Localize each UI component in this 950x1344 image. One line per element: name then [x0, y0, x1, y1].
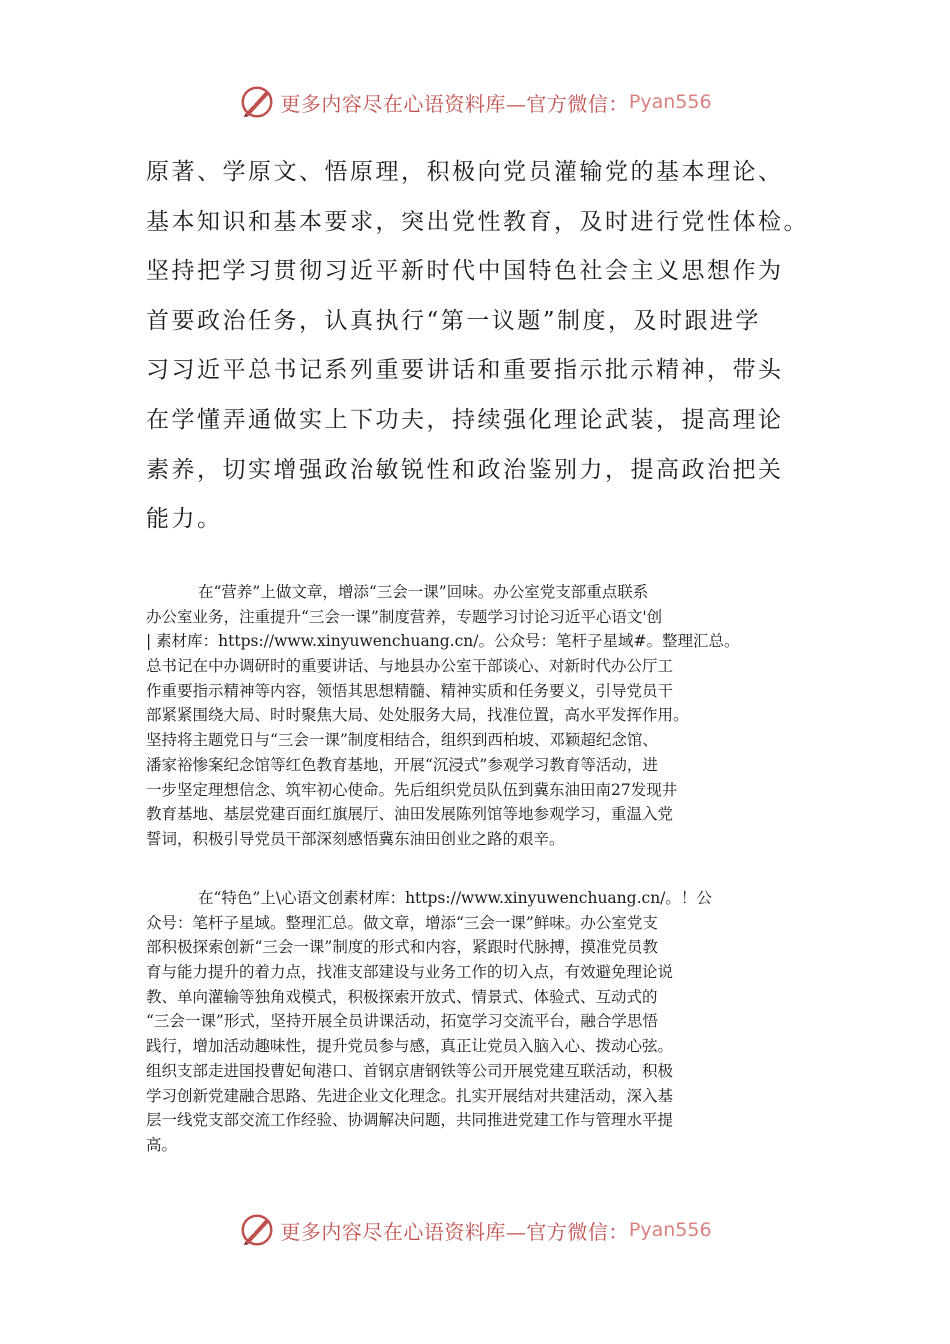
- large-paragraph: [146, 148, 809, 545]
- paragraph-nutrition: [146, 580, 811, 852]
- text-line: 习习近平总书记系列重要讲话和重要指示批示精神，带头: [146, 357, 784, 384]
- text-line: 组织支部走进国投曹妃甸港口、首钢京唐钢铁等公司开展党建互联活动，积极: [146, 1061, 674, 1080]
- text-line: | 素材库：https://www.xinyuwenchuang.cn/。公众号：笔杆子星域#。整理汇总。: [146, 632, 740, 651]
- text-line: 层一线党支部交流工作经验、协调解决问题，共同推进党建工作与管理水平提: [146, 1111, 674, 1130]
- text-line: 在学懂弄通做实上下功夫，持续强化理论武装，提高理论: [146, 406, 784, 433]
- text-line: 坚持把学习贯彻习近平新时代中国特色社会主义思想作为: [146, 258, 784, 285]
- text-line: 育与能力提升的着力点，找准支部建设与业务工作的切入点，有效避免理论说: [146, 963, 674, 982]
- banner-text: 更多内容尽在心语资料库—官方微信：: [280, 91, 629, 116]
- text-line: 践行，增加活动趣味性，提升党员参与感，真正让党员入脑入心、拨动心弦。: [146, 1037, 674, 1056]
- text-line: 一步坚定理想信念、筑牢初心使命。先后组织党员队伍到冀东油田南27发现井: [146, 780, 678, 799]
- text-line: 部紧紧围绕大局、时时聚焦大局、处处服务大局，找准位置，高水平发挥作用。: [146, 706, 689, 725]
- pen-logo-icon: [238, 1211, 276, 1249]
- text-line: 教、单向灌输等独角戏模式，积极探索开放式、情景式、体验式、互动式的: [146, 987, 658, 1006]
- text-line: 总书记在中办调研时的重要讲话、与地县办公室干部谈心、对新时代办公厅工: [146, 657, 674, 676]
- text-line: “三会一课”形式，坚持开展全员讲课活动，拓宽学习交流平台，融合学思悟: [146, 1012, 658, 1031]
- text-line: 部积极探索创新“三会一课”制度的形式和内容，紧跟时代脉搏，摸准党员教: [146, 938, 658, 957]
- text-line: 高。: [146, 1135, 178, 1154]
- text-line: 原著、学原文、悟原理，积极向党员灌输党的基本理论、: [146, 159, 784, 185]
- text-line: 办公室业务，注重提升“三会一课”制度营养，专题学习讨论习近平心语文'创: [146, 607, 663, 626]
- text-line: 学习创新党建融合思路、先进企业文化理念。扎实开展结对共建活动，深入基: [146, 1086, 674, 1105]
- footer-banner: [0, 1208, 950, 1252]
- banner-text: 更多内容尽在心语资料库—官方微信：: [280, 1219, 629, 1244]
- text-line: 在“营养”上做文章，增添“三会一课”回味。办公室党支部重点联系: [198, 583, 649, 601]
- header-banner: [0, 80, 950, 124]
- text-line: 素养，切实增强政治敏锐性和政治鉴别力，提高政治把关: [146, 456, 784, 483]
- text-line: 基本知识和基本要求，突出党性教育，及时进行党性体检。: [146, 208, 809, 235]
- text-line: 坚持将主题党日与“三会一课”制度相结合，组织到西柏坡、邓颖超纪念馆、: [146, 731, 658, 750]
- text-line: 作重要指示精神等内容，领悟其思想精髓、精神实质和任务要义，引导党员干: [146, 681, 674, 700]
- text-line: 在“特色”上\心语文创素材库：https://www.xinyuwenchuang.cn/。！公: [198, 889, 712, 907]
- text-line: 誓词，积极引导党员干部深刻感悟冀东油田创业之路的艰辛。: [146, 829, 565, 848]
- text-line: 能力。: [146, 506, 223, 533]
- banner-wechat-id: Pyan556: [628, 1219, 712, 1241]
- banner-wechat-id: Pyan556: [628, 91, 712, 113]
- text-line: 潘家裕惨案纪念馆等红色教育基地，开展“沉浸式”参观学习教育等活动，进: [146, 755, 658, 774]
- text-line: 教育基地、基层党建百面红旗展厅、油田发展陈列馆等地参观学习，重温入党: [146, 805, 674, 824]
- text-line: 众号：笔杆子星域。整理汇总。做文章，增添“三会一课”鲜味。办公室党支: [146, 913, 658, 932]
- paragraph-features: [146, 886, 811, 1158]
- pen-logo-icon: [238, 83, 276, 121]
- text-line: 首要政治任务，认真执行“第一议题”制度，及时跟进学: [146, 307, 762, 334]
